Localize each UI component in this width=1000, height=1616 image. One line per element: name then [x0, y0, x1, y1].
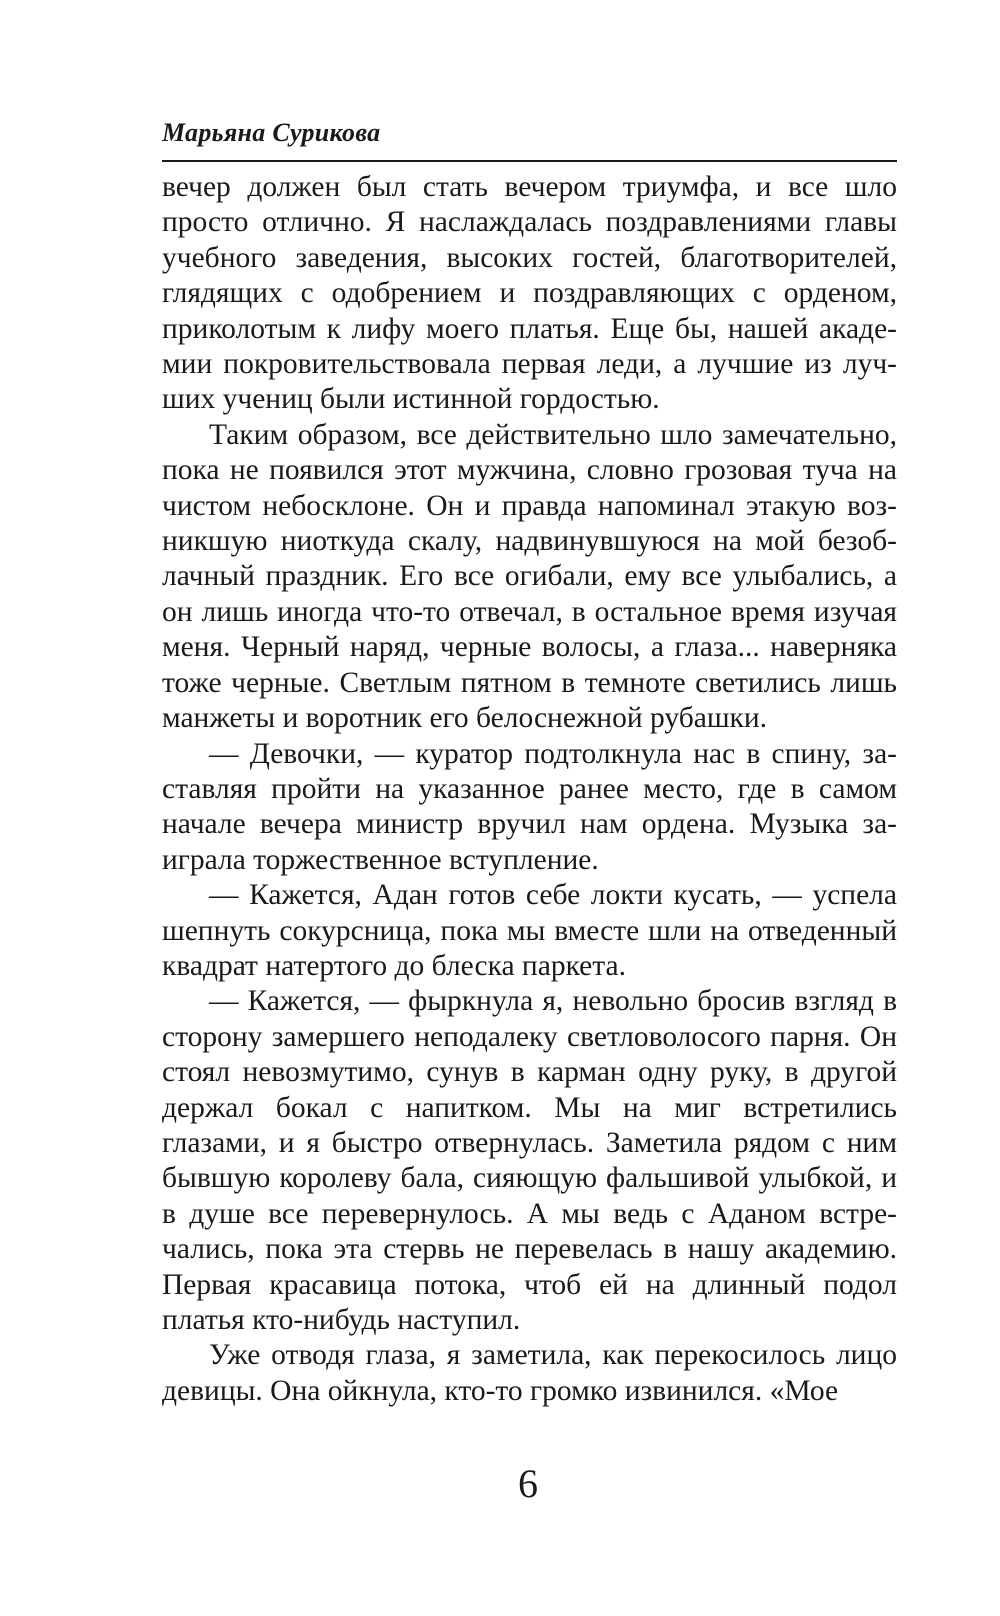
paragraph: вечер должен был стать вечером триумфа, и все шло просто отлично. Я наслаждалась поздравлениями главы учебного заведения, высоких гостей, благотворителей, глядящих с одобрением и поздравляющих с орденом, приколотым к лифу моего платья. Еще бы, нашей академии покровительствовала первая леди, а лучшие из лучших учениц были истинной гордостью.: [162, 171, 897, 416]
paragraph: Уже отводя глаза, я заметила, как перекосилось лицо девицы. Она ойкнула, кто-то громко извинился. «Мое: [162, 1339, 897, 1407]
paragraph: Таким образом, все действительно шло замечательно, пока не появился этот мужчина, словно грозовая туча на чистом небосклоне. Он и правда напоминал этакую возникшую ниоткуда скалу, надвинувшуюся на мой безоблачный праздник. Его все огибали, ему все улыбались, а он лишь иногда что-то отвечал, в остальное время изучая меня. Черный наряд, черные волосы, а глаза... наверняка тоже черные. Светлым пятном в темноте светились лишь манжеты и воротник его белоснежной рубашки.: [162, 418, 897, 735]
body-text: [162, 170, 897, 1409]
paragraph: — Девочки, — куратор подтолкнула нас в спину, заставляя пройти на указанное ранее место, где в самом начале вечера министр вручил нам ордена. Музыка заиграла торжественное вступление.: [162, 737, 897, 876]
page-number: 6: [518, 1461, 538, 1506]
paragraph: — Кажется, Адан готов себе локти кусать, — успела шепнуть сокурсница, пока мы вместе шли на отведенный квадрат натертого до блеска паркета.: [162, 879, 897, 982]
running-head-author: Марьяна Сурикова: [162, 118, 897, 162]
paragraph: — Кажется, — фыркнула я, невольно бросив взгляд в сторону замершего неподалеку светловолосого парня. Он стоял невозмутимо, сунув в карман одну руку, в другой держал бокал с напитком. Мы на миг встретились глазами, и я быстро отвернулась. Заметила рядом с ним бывшую королеву бала, сияющую фальшивой улыбкой, и в душе все перевернулось. А мы ведь с Аданом встречались, пока эта стервь не перевелась в нашу академию. Первая красавица потока, чтоб ей на длинный подол платья кто-нибудь наступил.: [162, 985, 897, 1336]
book-page: [162, 118, 897, 1409]
